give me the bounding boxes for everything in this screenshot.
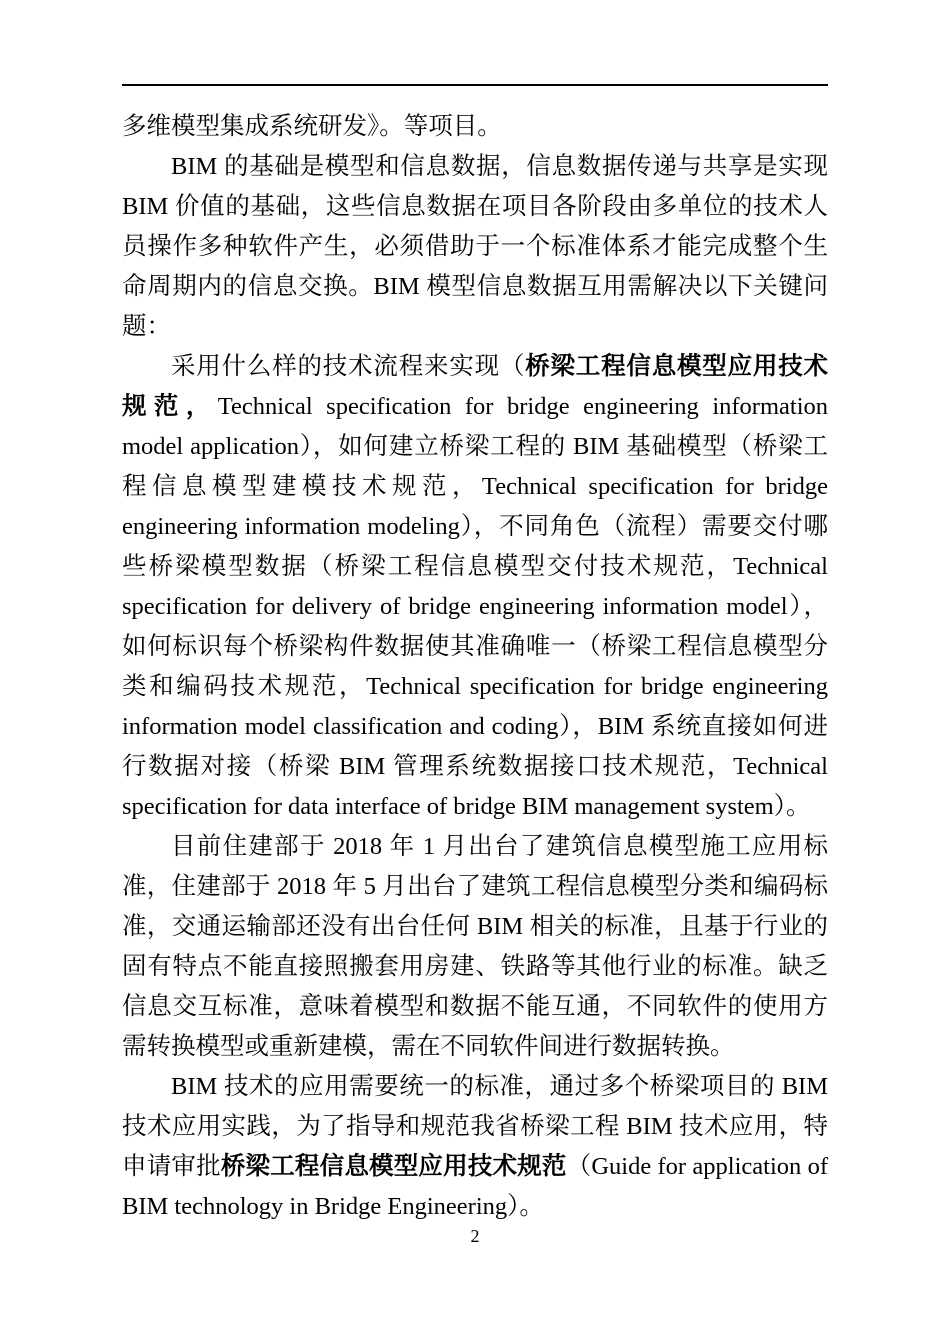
- header-rule: [122, 84, 828, 86]
- document-body: [122, 107, 828, 1227]
- text-run: BIM 技术的应用需要统一的标准，通过多个桥梁项目的 BIM 技术应用实践，为了指导和规范我省桥梁工程 BIM 技术应用，特申请审批: [122, 1073, 828, 1180]
- text-run: 目前住建部于 2018 年 1 月出台了建筑信息模型施工应用标准，住建部于 2018 年 5 月出台了建筑工程信息模型分类和编码标准，交通运输部还没有出台任何 BIM 相关的标准，且基于行业的固有特点不能直接照搬套用房建、铁路等其他行业的标准。缺乏信息交互标准，意味着模型和数据不能互通，不同软件的使用方需转换模型或重新建模，需在不同软件间进行数据转换。: [122, 833, 828, 1060]
- paragraph-1: [122, 107, 828, 147]
- paragraph-2: [122, 147, 828, 347]
- paragraph-4: [122, 827, 828, 1067]
- bold-run: 桥梁工程信息模型应用技术规范: [220, 1153, 567, 1180]
- text-run: （Guide for application of BIM technology in Bridge Engineering）。: [122, 1153, 829, 1220]
- paragraph-3: [122, 347, 828, 827]
- page-number: 2: [470, 1226, 480, 1246]
- text-run: Technical specification for bridge engineering information model application），如何建立桥梁工程的 BIM 基础模型（桥梁工程信息模型建模技术规范，Technical specification for bridge engineering information modeling），不同角色（流程）需要交付哪些桥梁模型数据（桥梁工程信息模型交付技术规范，Technical specification for delivery of bridge engineering information model），如何标识每个桥梁构件数据使其准确唯一（桥梁工程信息模型分类和编码技术规范，Technical specification for bridge engineering information model classification and coding），BIM 系统直接如何进行数据对接（桥梁 BIM 管理系统数据接口技术规范，Technical specification for data interface of bridge BIM management system）。: [122, 393, 828, 820]
- text-run: BIM 的基础是模型和信息数据，信息数据传递与共享是实现 BIM 价值的基础，这些信息数据在项目各阶段由多单位的技术人员操作多种软件产生，必须借助于一个标准体系才能完成整个生命周期内的信息交换。BIM 模型信息数据互用需解决以下关键问题：: [122, 153, 828, 340]
- text-run: 多维模型集成系统研发》。等项目。: [122, 113, 502, 140]
- paragraph-5: [122, 1067, 828, 1227]
- bold-run: 桥梁工程信息模型应用技术规范，: [122, 353, 829, 420]
- text-run: 采用什么样的技术流程来实现（: [171, 353, 526, 380]
